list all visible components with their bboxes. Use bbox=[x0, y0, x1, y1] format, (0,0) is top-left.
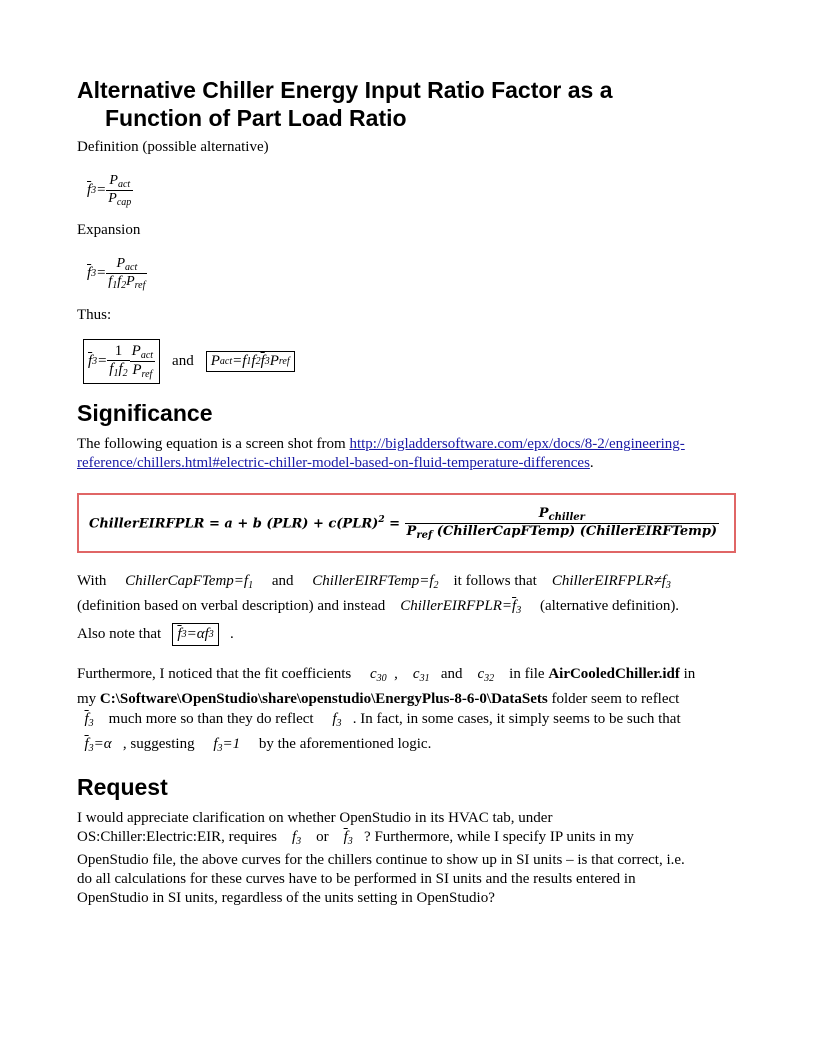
expansion-label: Expansion bbox=[77, 222, 141, 238]
expansion-equation: $\overline{f}$ 3 = $\frac{P_{act}}{f_1f_2P_{ref}}$ bbox=[87, 255, 146, 291]
thus-equations bbox=[83, 337, 739, 385]
boxed-equation-2: P act =f 1 f 2 $\overline{f}$ 3 P ref bbox=[206, 351, 295, 372]
significance-paragraph: The following equation is a screen shot from http://bigladdersoftware.com/epx/docs/8-2/engineering- reference/chillers.html#electric-chiller-model-based-on-fluid-temperature-differences. bbox=[77, 436, 685, 471]
title-line-1: Alternative Chiller Energy Input Ratio Factor as a bbox=[77, 77, 613, 103]
and-word: and bbox=[172, 352, 194, 369]
request-paragraph: I would appreciate clarification on whether OpenStudio in its HVAC tab, under OS:Chiller:Electric:EIR, requires $f_3$ or $\overline{f}_3$ ? Furthermore, while I specify IP units in my OpenStudio file, the above curves for the chillers continue to show up in SI units – is that correct, i.e. do all calculations for these curves have to be performed in SI units and the results entered in OpenStudio in SI units, regardless of the units setting in OpenStudio? bbox=[77, 810, 685, 906]
screenshot-lhs: ChillerEIRFPLR = a + b (PLR) + c(PLR)$^2$ = bbox=[89, 514, 405, 532]
request-heading: Request bbox=[77, 774, 168, 800]
definition-equation: $\overline{f}$ 3 = $\frac{P_{act}}{P_{cap}}$ bbox=[87, 172, 132, 208]
thus-label: Thus: bbox=[77, 307, 112, 323]
boxed-equation-1: $\overline{f}$ 3 = $\frac{1}{f_1f_2}$ $\frac{P_{act}}{P_{ref}}$ bbox=[83, 339, 160, 384]
sig-intro: The following equation is a screen shot from bbox=[77, 436, 350, 452]
definition-label: Definition (possible alternative) bbox=[77, 139, 269, 155]
page-title bbox=[77, 76, 739, 132]
screenshot-fraction: $\frac{P_{chiller}}{P_{ref} (ChillerCapFTemp) (ChillerEIRFTemp)}$ bbox=[406, 505, 718, 541]
document-page bbox=[77, 76, 739, 908]
engineering-reference-link[interactable]: http://bigladdersoftware.com/epx/docs/8-2/engineering- reference/chillers.html#electric-chiller-model-based-on-fluid-temperature-differences bbox=[77, 436, 685, 471]
furthermore-paragraph: Furthermore, I noticed that the fit coefficients $c_{30}$ , $c_{31}$ and $c_{32}$ in file AirCooledChiller.idf in my C:\Software\OpenStudio\share\openstudio\EnergyPlus-8-6-0\DataSets folder seem to reflect $\overline{f}_3$ much more so than they do reflect $f_3$ . In fact, in some cases, it simply seems to be such that $\overline{f}_3=\alpha$ , suggesting $f_3=1$ by the aforementioned logic. bbox=[77, 666, 696, 754]
with-paragraph: With $ChillerCapFTemp=f_1$ and $ChillerEIRFTemp=f_2$ it follows that $ChillerEIRFPLR\ne f_3$ (definition based on verbal description) and instead $ChillerEIRFPLR=\overline{f}_3$ (alternative definition). Also note that $\overline{f}$ 3 =αf 3 . bbox=[77, 571, 739, 646]
title-line-2: Function of Part Load Ratio bbox=[105, 105, 407, 131]
equation-screenshot bbox=[77, 493, 736, 553]
significance-heading: Significance bbox=[77, 400, 213, 426]
